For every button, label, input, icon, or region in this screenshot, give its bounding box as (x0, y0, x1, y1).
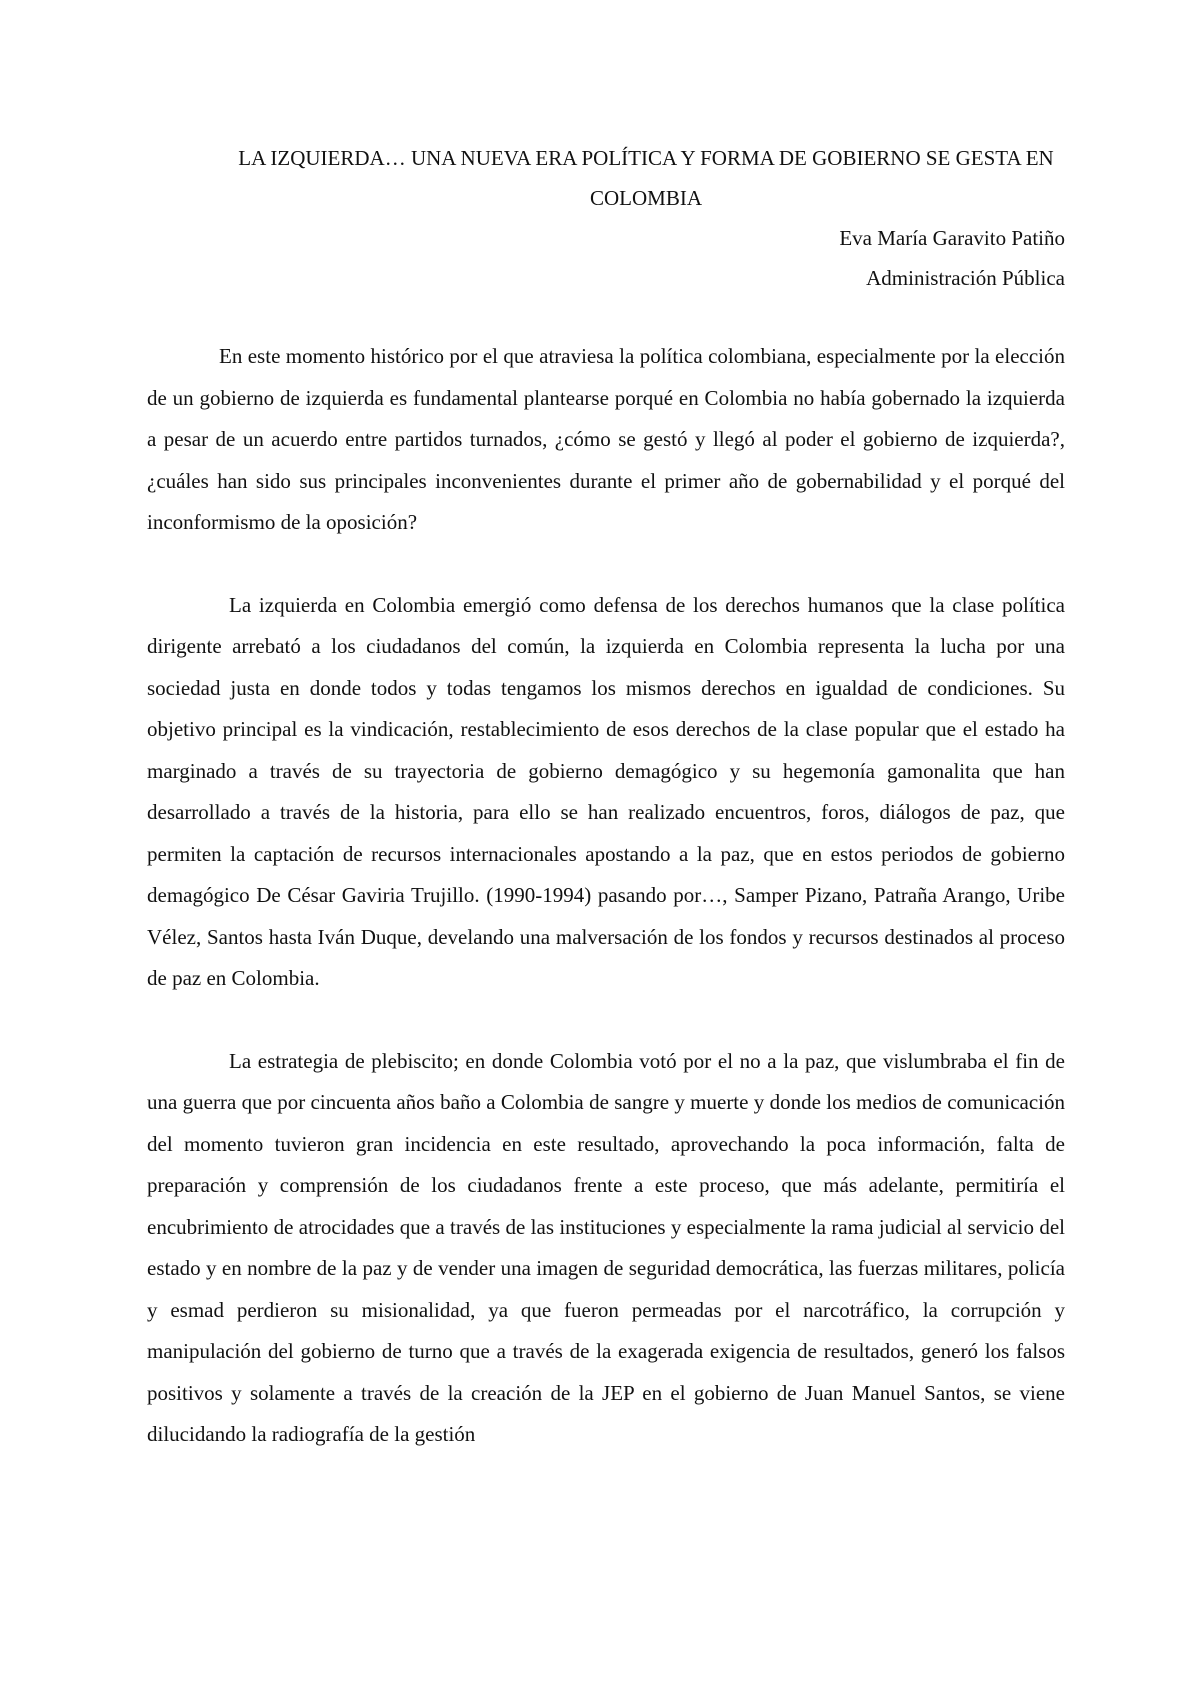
paragraph-gap (147, 544, 1065, 585)
paragraph-intro: En este momento histórico por el que atraviesa la política colombiana, especialmente por la elección de un gobierno de izquierda es fundamental plantearse porqué en Colombia no había gobernado la izquierda a pesar de un acuerdo entre partidos turnados, ¿cómo se gestó y llegó al poder el gobierno de izquierda?, ¿cuáles han sido sus principales inconvenientes durante el primer año de gobernabilidad y el porqué del inconformismo de la oposición? (147, 344, 1065, 534)
paragraph-plebiscite: La estrategia de plebiscito; en donde Colombia votó por el no a la paz, que vislumbraba el fin de una guerra que por cincuenta años baño a Colombia de sangre y muerte y donde los medios de comunicación del momento tuvieron gran incidencia en este resultado, aprovechando la poca información, falta de preparación y comprensión de los ciudadanos frente a este proceso, que más adelante, permitiría el encubrimiento de atrocidades que a través de las instituciones y especialmente la rama judicial al servicio del estado y en nombre de la paz y de vender una imagen de seguridad democrática, las fuerzas militares, policía y esmad perdieron su misionalidad, ya que fueron permeadas por el narcotráfico, la corrupción y manipulación del gobierno de turno que a través de la exagerada exigencia de resultados, generó los falsos positivos y solamente a través de la creación de la JEP en el gobierno de Juan Manuel Santos, se viene dilucidando la radiografía de la gestión (147, 1048, 1065, 1446)
paragraph-left-history: La izquierda en Colombia emergió como defensa de los derechos humanos que la clase política dirigente arrebató a los ciudadanos del común, la izquierda en Colombia representa la lucha por una sociedad justa en donde todos y todas tengamos los mismos derechos en igualdad de condiciones. Su objetivo principal es la vindicación, restablecimiento de esos derechos de la clase popular que el estado ha marginado a través de su trayectoria de gobierno demagógico y su hegemonía gamonalita que han desarrollado a través de la historia, para ello se han realizado encuentros, foros, diálogos de paz, que permiten la captación de recursos internacionales apostando a la paz, que en estos periodos de gobierno demagógico De César Gaviria Trujillo. (1990-1994) pasando por…, Samper Pizano, Patraña Arango, Uribe Vélez, Santos hasta Iván Duque, develando una malversación de los fondos y recursos destinados al proceso de paz en Colombia. (147, 592, 1065, 990)
document-body (147, 138, 1065, 1456)
document-title: LA IZQUIERDA… UNA NUEVA ERA POLÍTICA Y FORMA DE GOBIERNO SE GESTA EN COLOMBIA (238, 146, 1054, 210)
author-name: Eva María Garavito Patiño (839, 226, 1065, 250)
academic-program: Administración Pública (866, 266, 1065, 290)
paragraph-gap (147, 1000, 1065, 1041)
section-spacer (147, 298, 1065, 336)
